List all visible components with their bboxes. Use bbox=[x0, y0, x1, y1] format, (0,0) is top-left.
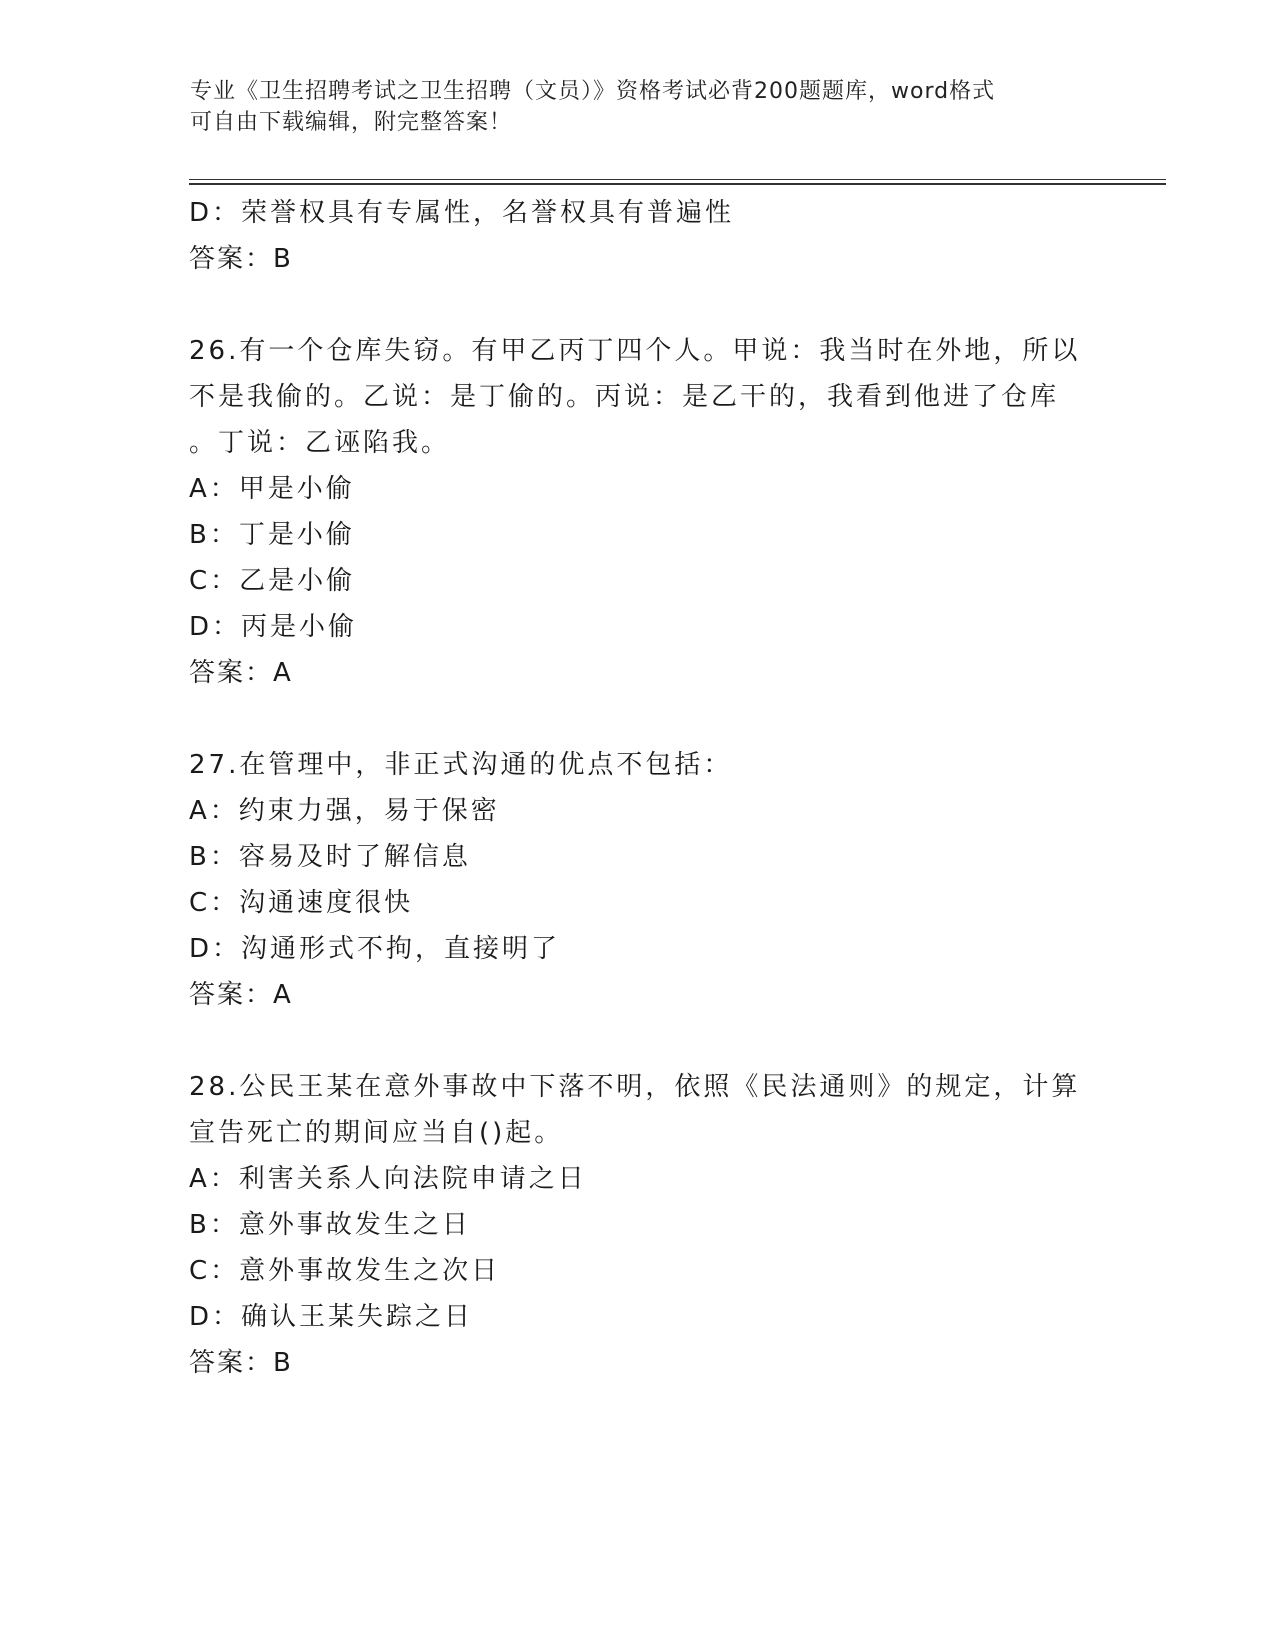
option-c: C：意外事故发生之次日 bbox=[189, 1256, 501, 1286]
option-d: D：确认王某失踪之日 bbox=[189, 1302, 474, 1332]
header-divider bbox=[189, 179, 1166, 185]
option-d: D：丙是小偷 bbox=[189, 612, 358, 642]
question-28 bbox=[189, 1064, 1139, 1386]
option-a: A：甲是小偷 bbox=[189, 474, 355, 504]
option-b: B：容易及时了解信息 bbox=[189, 842, 471, 872]
option-a: A：约束力强，易于保密 bbox=[189, 796, 500, 826]
answer: 答案：B bbox=[189, 1348, 293, 1378]
question-stem-line: 。丁说：乙诬陷我。 bbox=[189, 428, 451, 458]
spacer bbox=[189, 696, 1139, 742]
option-c: C：乙是小偷 bbox=[189, 566, 356, 596]
question-stem-line: 27.在管理中，非正式沟通的优点不包括： bbox=[189, 750, 733, 780]
question-stem-line: 不是我偷的。乙说：是丁偷的。丙说：是乙干的，我看到他进了仓库 bbox=[189, 382, 1060, 412]
question-stem-line: 宣告死亡的期间应当自()起。 bbox=[189, 1118, 564, 1148]
continuation-option-d: D：荣誉权具有专属性，名誉权具有普遍性 bbox=[189, 198, 735, 228]
option-d: D：沟通形式不拘，直接明了 bbox=[189, 934, 561, 964]
question-stem-line: 28.公民王某在意外事故中下落不明，依照《民法通则》的规定，计算 bbox=[189, 1072, 1081, 1102]
question-stem-line: 26.有一个仓库失窃。有甲乙丙丁四个人。甲说：我当时在外地，所以 bbox=[189, 336, 1081, 366]
option-c: C：沟通速度很快 bbox=[189, 888, 414, 918]
answer: 答案：A bbox=[189, 658, 293, 688]
option-b: B：意外事故发生之日 bbox=[189, 1210, 471, 1240]
header-line-2: 可自由下载编辑，附完整答案！ bbox=[190, 110, 513, 135]
header-line-1: 专业《卫生招聘考试之卫生招聘（文员）》资格考试必背200题题库，word格式 bbox=[190, 79, 996, 104]
answer: 答案：A bbox=[189, 980, 293, 1010]
question-26 bbox=[189, 328, 1139, 696]
question-27 bbox=[189, 742, 1139, 1018]
option-a: A：利害关系人向法院申请之日 bbox=[189, 1164, 587, 1194]
option-b: B：丁是小偷 bbox=[189, 520, 355, 550]
page-header bbox=[190, 76, 1090, 138]
spacer bbox=[189, 282, 1139, 328]
question-content bbox=[189, 190, 1139, 1386]
spacer bbox=[189, 1018, 1139, 1064]
continuation-answer: 答案：B bbox=[189, 244, 293, 274]
